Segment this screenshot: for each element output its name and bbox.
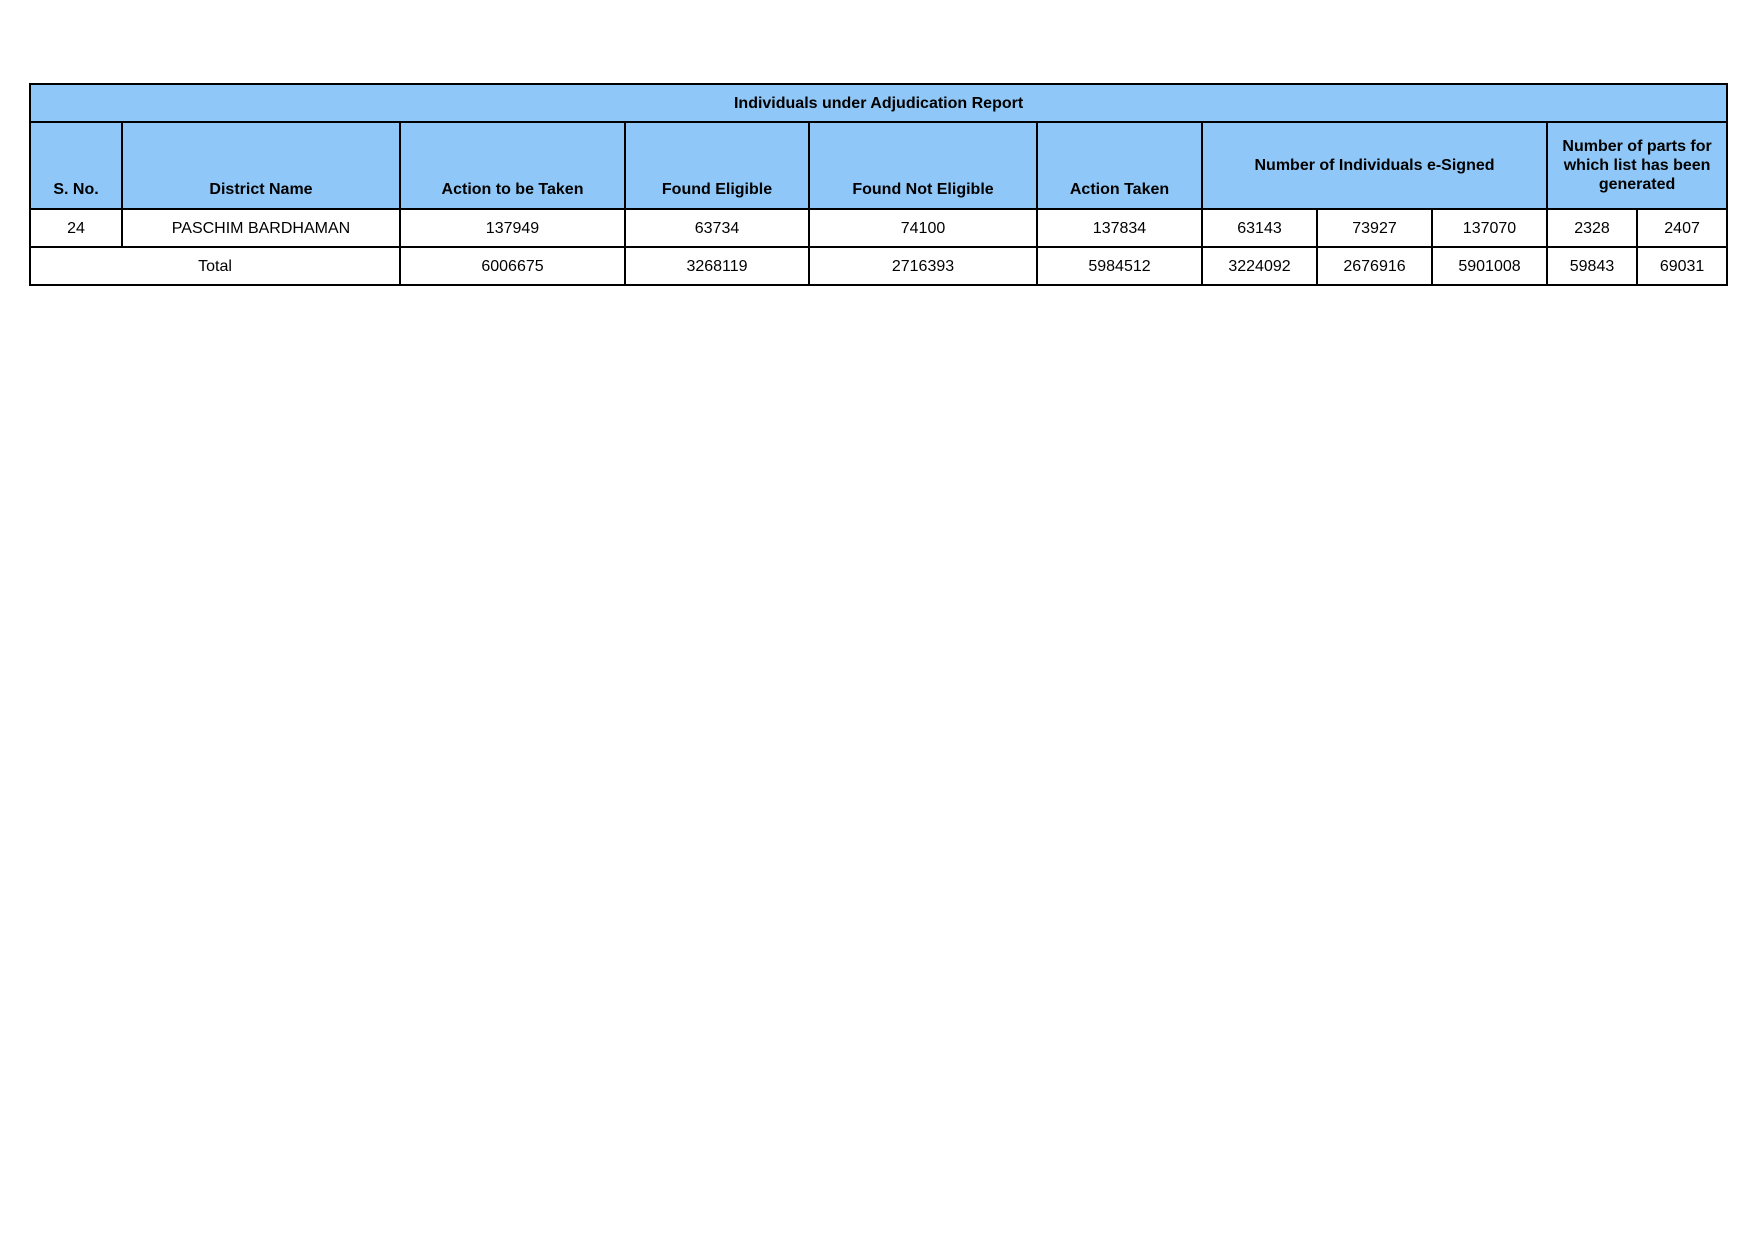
total-esigned-1: 3224092 <box>1202 247 1317 285</box>
header-district-name: District Name <box>122 122 400 209</box>
cell-esigned-3: 137070 <box>1432 209 1547 247</box>
total-row <box>30 247 1727 285</box>
cell-district-name: PASCHIM BARDHAMAN <box>122 209 400 247</box>
total-found-eligible: 3268119 <box>625 247 809 285</box>
cell-action-to-be-taken: 137949 <box>400 209 625 247</box>
total-parts-1: 59843 <box>1547 247 1637 285</box>
total-action-to-be-taken: 6006675 <box>400 247 625 285</box>
total-found-not-eligible: 2716393 <box>809 247 1037 285</box>
cell-found-not-eligible: 74100 <box>809 209 1037 247</box>
cell-found-eligible: 63734 <box>625 209 809 247</box>
report-title: Individuals under Adjudication Report <box>30 84 1727 122</box>
total-action-taken: 5984512 <box>1037 247 1202 285</box>
total-esigned-3: 5901008 <box>1432 247 1547 285</box>
report-title-row <box>30 84 1727 122</box>
cell-action-taken: 137834 <box>1037 209 1202 247</box>
header-sno: S. No. <box>30 122 122 209</box>
cell-parts-2: 2407 <box>1637 209 1727 247</box>
table-row <box>30 209 1727 247</box>
header-row <box>30 122 1727 209</box>
header-found-eligible: Found Eligible <box>625 122 809 209</box>
header-action-taken: Action Taken <box>1037 122 1202 209</box>
cell-esigned-2: 73927 <box>1317 209 1432 247</box>
cell-parts-1: 2328 <box>1547 209 1637 247</box>
header-individuals-esigned: Number of Individuals e-Signed <box>1202 122 1547 209</box>
total-label: Total <box>30 247 400 285</box>
total-parts-2: 69031 <box>1637 247 1727 285</box>
total-esigned-2: 2676916 <box>1317 247 1432 285</box>
header-parts-generated: Number of parts for which list has been generated <box>1547 122 1727 209</box>
cell-sno: 24 <box>30 209 122 247</box>
header-action-to-be-taken: Action to be Taken <box>400 122 625 209</box>
cell-esigned-1: 63143 <box>1202 209 1317 247</box>
adjudication-report-table <box>29 83 1728 286</box>
header-found-not-eligible: Found Not Eligible <box>809 122 1037 209</box>
